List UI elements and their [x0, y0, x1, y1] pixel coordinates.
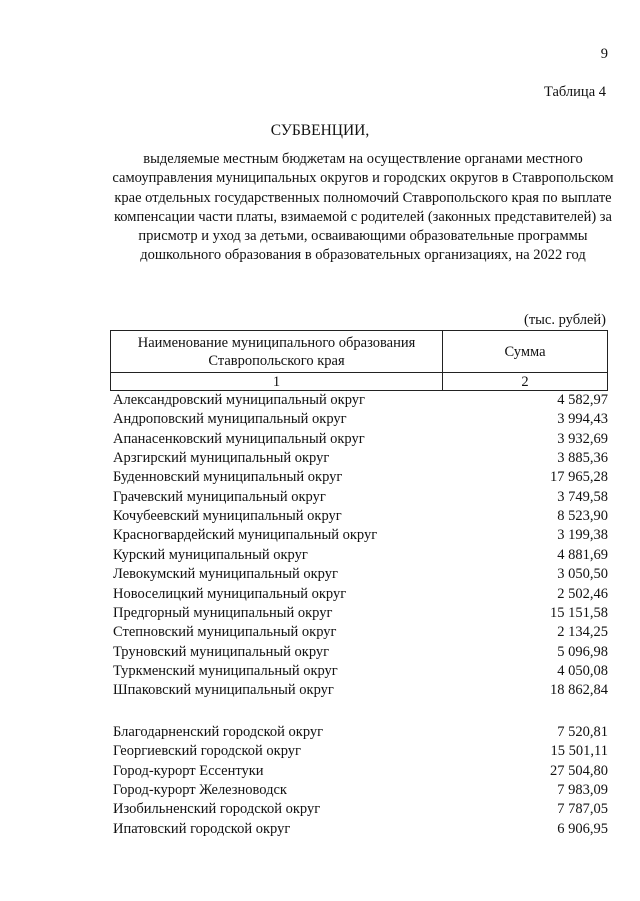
row-amount: 4 881,69 [557, 546, 608, 563]
row-name: Ипатовский городской округ [113, 820, 291, 837]
document-subtitle: выделяемые местным бюджетам на осуществление органами местного самоуправления муниципальных округов и городских округов в Ставропольском крае отдельных государственных полномочий Ставропольского края по выплате компенсации части платы, взимаемой с родителей (законных представителей) за присмотр и уход за детьми, осваивающими образовательные программы дошкольного образования в образовательных организациях, на 2022 год [112, 151, 614, 264]
table-row [113, 681, 608, 700]
table-row [113, 449, 608, 468]
row-name: Апанасенковский муниципальный округ [113, 430, 365, 447]
row-amount: 3 199,38 [557, 527, 608, 544]
row-name: Степновский муниципальный округ [113, 624, 337, 641]
table-label: Таблица 4 [543, 84, 606, 100]
row-amount: 4 582,97 [557, 392, 608, 408]
table-row [113, 488, 608, 507]
page-number: 9 [600, 46, 608, 62]
table-row [113, 662, 608, 681]
column-header-amount: Сумма [443, 331, 608, 373]
table-row [113, 623, 608, 642]
row-amount: 27 504,80 [550, 762, 608, 779]
row-name: Город-курорт Ессентуки [113, 762, 264, 779]
table-row [113, 781, 608, 800]
row-amount: 15 151,58 [550, 604, 608, 621]
row-name: Левокумский муниципальный округ [113, 566, 338, 583]
row-name: Шпаковский муниципальный округ [113, 682, 334, 699]
table-row [113, 800, 608, 819]
table-row [113, 526, 608, 545]
row-name: Курский муниципальный округ [113, 546, 308, 563]
row-name: Новоселицкий муниципальный округ [113, 585, 347, 602]
row-amount: 7 983,09 [557, 782, 608, 799]
table-row [113, 723, 608, 742]
row-name: Город-курорт Железноводск [113, 782, 287, 799]
table-row [113, 468, 608, 487]
document-title: СУБВЕНЦИИ, [270, 122, 370, 139]
table-row [113, 546, 608, 565]
row-name: Красногвардейский муниципальный округ [113, 527, 378, 544]
row-amount: 8 523,90 [557, 508, 608, 525]
table-row [113, 604, 608, 623]
row-name: Благодарненский городской округ [113, 724, 324, 740]
row-name: Александровский муниципальный округ [113, 392, 365, 408]
row-amount: 3 885,36 [557, 450, 608, 467]
table-row [113, 742, 608, 761]
row-amount: 2 502,46 [557, 585, 608, 602]
row-name: Труновский муниципальный округ [113, 643, 330, 660]
row-name: Кочубеевский муниципальный округ [113, 508, 342, 525]
row-name: Андроповский муниципальный округ [113, 411, 347, 428]
row-amount: 4 050,08 [557, 662, 608, 679]
row-name: Туркменский муниципальный округ [113, 662, 338, 679]
table-row [113, 430, 608, 449]
units-label: (тыс. рублей) [524, 312, 606, 328]
table-row [113, 507, 608, 526]
row-amount: 3 932,69 [557, 430, 608, 447]
column-header-name: Наименование муниципального образования Ставропольского края [111, 331, 443, 373]
column-number-2: 2 [443, 373, 608, 391]
row-name: Изобильненский городской округ [113, 801, 321, 818]
row-amount: 2 134,25 [557, 624, 608, 641]
table-row [113, 643, 608, 662]
row-amount: 3 050,50 [557, 566, 608, 583]
table-row [113, 820, 608, 839]
row-name: Арзгирский муниципальный округ [113, 450, 330, 467]
row-amount: 5 096,98 [557, 643, 608, 660]
row-name: Георгиевский городской округ [113, 743, 301, 760]
row-amount: 3 749,58 [557, 488, 608, 505]
table-row [113, 565, 608, 584]
row-amount: 15 501,11 [550, 743, 608, 760]
row-amount: 3 994,43 [557, 411, 608, 428]
table-header [110, 330, 608, 391]
table-row [113, 391, 608, 410]
row-name: Грачевский муниципальный округ [113, 488, 326, 505]
row-name: Предгорный муниципальный округ [113, 604, 333, 621]
row-amount: 7 787,05 [557, 801, 608, 818]
table-row [113, 762, 608, 781]
table-row [113, 585, 608, 604]
column-number-1: 1 [111, 373, 443, 391]
row-name: Буденновский муниципальный округ [113, 469, 343, 486]
row-amount: 7 520,81 [557, 724, 608, 740]
row-amount: 6 906,95 [557, 820, 608, 837]
row-amount: 17 965,28 [550, 469, 608, 486]
table-row [113, 410, 608, 429]
row-amount: 18 862,84 [550, 682, 608, 699]
